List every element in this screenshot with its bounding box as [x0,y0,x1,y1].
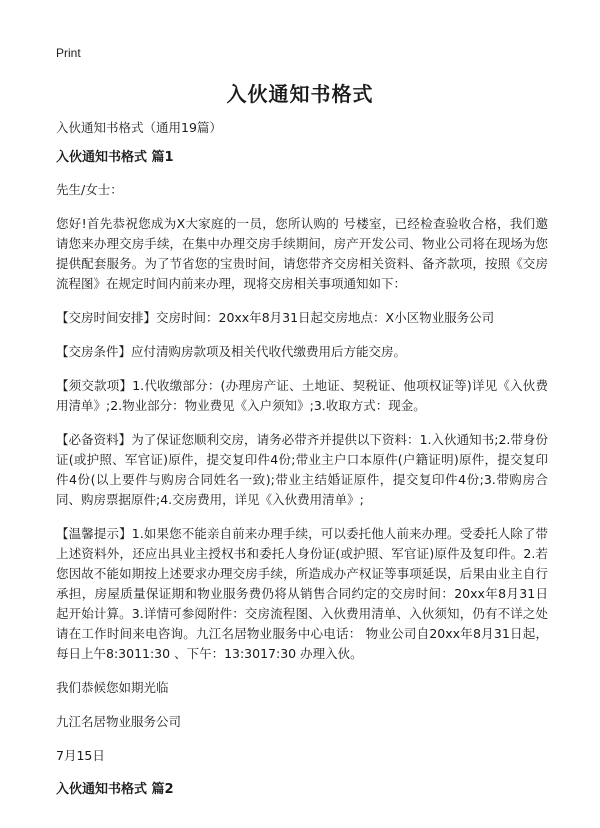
paragraph-documents: 【必备资料】为了保证您顺利交房，请务必带齐并提供以下资料：1.入伙通知书;2.带身份证(或护照、军官证)原件，提交复印件4份;带业主户口本原件(户籍证明)原件，提交复印件4份(以上要件与购房合同姓名一致);带业主结婚证原件，提交复印件4份;3.带购房合同、购房票据原件;4.交房费用，详见《入伙费用清单》; [56,432,548,507]
paragraph-intro: 您好!首先恭祝您成为X大家庭的一员，您所认购的 号楼室，已经检查验收合格，我们邀请您来办理交房手续，在集中办理交房手续期间，房产开发公司、物业公司将在现场为您提供配套服务。为了节省您的宝贵时间，请您带齐交房相关资料、备齐款项，按照《交房流程图》在规定时间内前来办理，现将交房相关事项通知如下： [56,216,548,291]
section-heading-2: 入伙通知书格式 篇2 [56,782,174,797]
page-title: 入伙通知书格式 [226,82,374,106]
print-link[interactable]: Print [56,46,81,60]
document-body [56,118,548,812]
paragraph-condition: 【交房条件】应付清购房款项及相关代收代缴费用后方能交房。 [56,344,407,359]
signature: 九江名居物业服务公司 [56,714,182,729]
document-subtitle: 入伙通知书格式（通用19篇） [56,120,222,135]
closing-line: 我们恭候您如期光临 [56,680,169,695]
date: 7月15日 [56,748,105,763]
section-heading-1: 入伙通知书格式 篇1 [56,150,174,165]
paragraph-time: 【交房时间安排】交房时间：20xx年8月31日起交房地点：X小区物业服务公司 [56,310,495,325]
paragraph-tips: 【温馨提示】1.如果您不能亲自前来办理手续，可以委托他人前来办理。受委托人除了带上述资料外，还应出具业主授权书和委托人身份证(或护照、军官证)原件及复印件。2.若您因故不能如期按上述要求办理交房手续，所造成办产权证等事项延误，后果由业主自行承担，房屋质量保证期和物业服务费仍将从销售合同约定的交房时间：20xx年8月31日起开始计算。3.详情可参阅附件：交房流程图、入伙费用清单、入伙须知，仍有不详之处请在工作时间来电咨询。九江名居物业服务中心电话： 物业公司自20xx年8月31日起，每日上午8:3011:30 、下午：13:3017:30 办理入伙。 [56,526,548,661]
paragraph-fees: 【须交款项】1.代收缴部分：(办理房产证、土地证、契税证、他项权证等)详见《入伙费用清单》;2.物业部分：物业费见《入户须知》;3.收取方式：现金。 [56,378,548,413]
salutation: 先生/女士： [56,182,123,197]
